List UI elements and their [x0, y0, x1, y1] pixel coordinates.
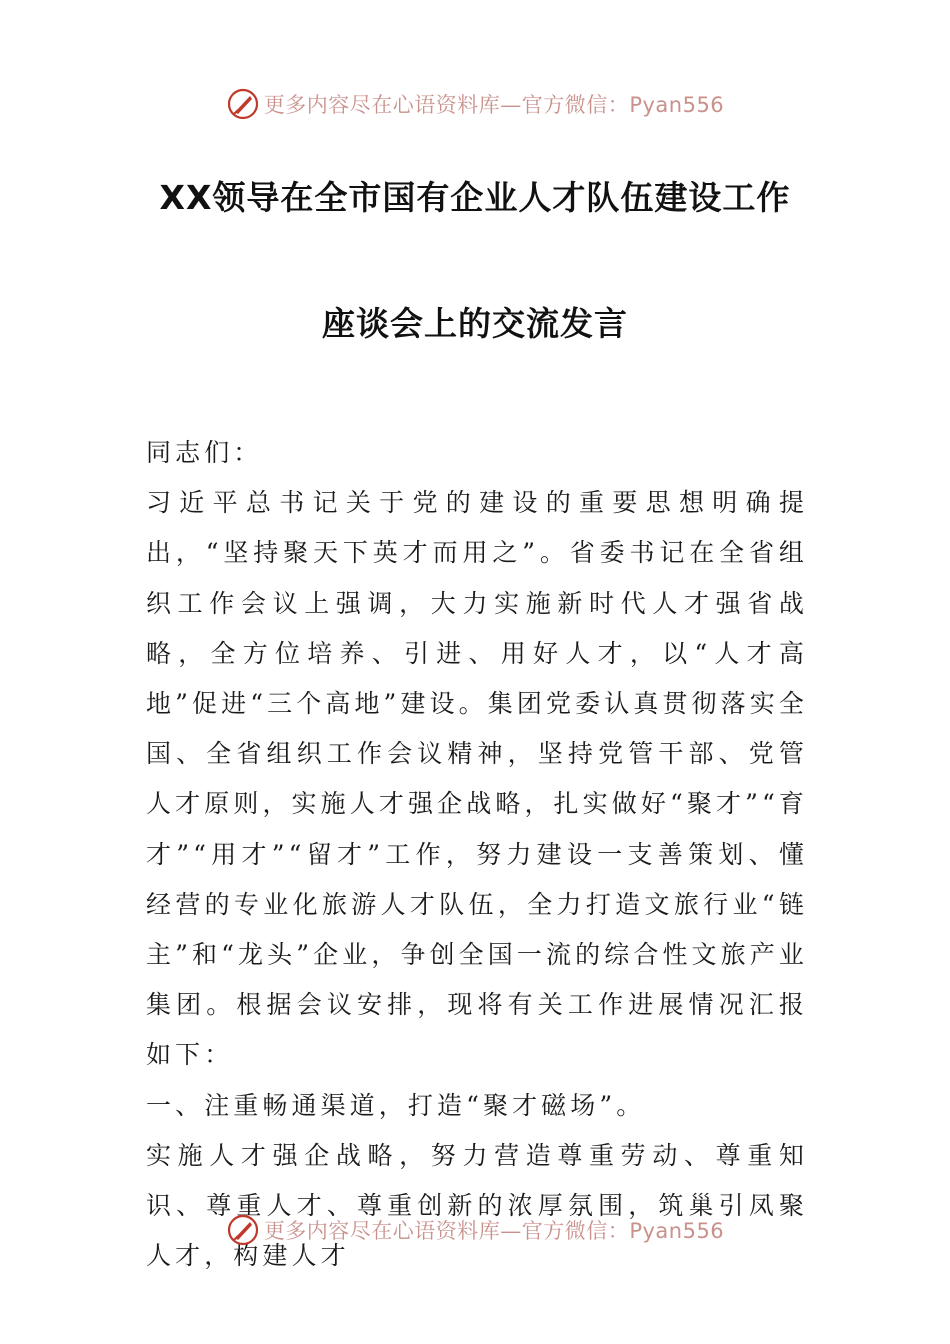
- wechat-id: Pyan556: [629, 93, 725, 117]
- document-title-line-1: XX领导在全市国有企业人才队伍建设工作: [159, 178, 791, 217]
- footer-banner: [0, 1210, 950, 1250]
- header-banner: [0, 84, 950, 124]
- document-body: [146, 428, 808, 1281]
- paragraph: 习近平总书记关于党的建设的重要思想明确提出，“坚持聚天下英才而用之”。省委书记在全省组织工作会议上强调，大力实施新时代人才强省战略，全方位培养、引进、用好人才，以“人才高地”促进“三个高地”建设。集团党委认真贯彻落实全国、全省组织工作会议精神，坚持党管干部、党管人才原则，实施人才强企战略，扎实做好“聚才”“育才”“用才”“留才”工作，努力建设一支善策划、懂经营的专业化旅游人才队伍，全力打造文旅行业“链主”和“龙头”企业，争创全国一流的综合性文旅产业集团。根据会议安排，现将有关工作进展情况汇报如下：: [146, 488, 808, 1070]
- section-heading: 一、注重畅通渠道，打造“聚才磁场”。: [146, 1090, 646, 1120]
- banner-text: 更多内容尽在心语资料库—官方微信：Pyan556: [263, 93, 725, 117]
- salutation: 同志们：: [146, 438, 263, 467]
- document-title-line-2: 座谈会上的交流发言: [322, 304, 628, 343]
- quill-logo-icon: [226, 87, 260, 121]
- quill-logo-icon: [226, 1213, 260, 1247]
- wechat-id: Pyan556: [629, 1219, 725, 1243]
- banner-text: 更多内容尽在心语资料库—官方微信：Pyan556: [263, 1219, 725, 1243]
- paragraph: 实施人才强企战略，努力营造尊重劳动、尊重知识、尊重人才、尊重创新的浓厚氛围，筑巢引凤聚人才，构建人才: [146, 1140, 808, 1271]
